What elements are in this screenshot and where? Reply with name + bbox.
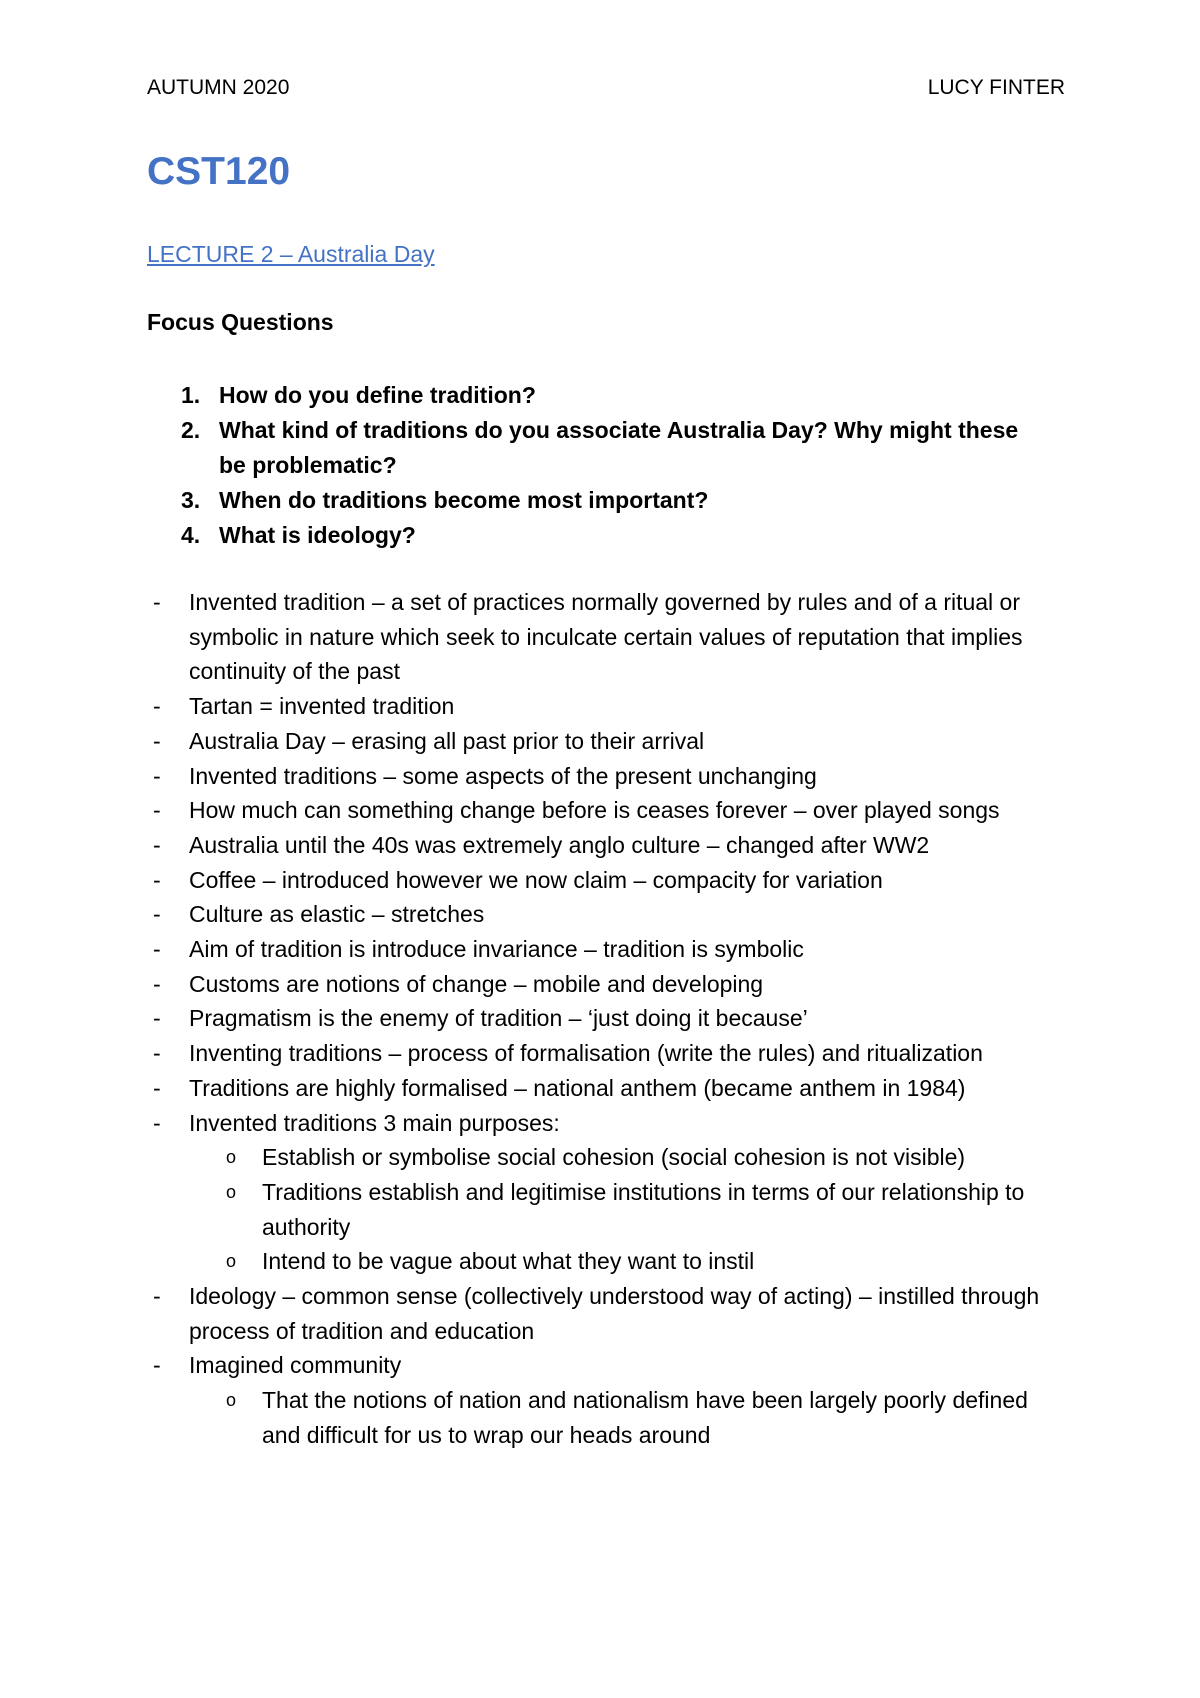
list-item [0, 967, 1200, 1002]
note-text: Traditions establish and legitimise institutions in terms of our relationship to authority [262, 1178, 1025, 1240]
list-item [0, 689, 1200, 724]
question-text: When do traditions become most important? [219, 487, 709, 513]
note-text: Ideology – common sense (collectively understood way of acting) – instilled through process of tradition and education [189, 1283, 1040, 1344]
note-text: Culture as elastic – stretches [189, 901, 485, 928]
list-item [0, 897, 1200, 932]
list-item [0, 1279, 1200, 1348]
bullet-marker: - [153, 797, 161, 824]
note-text: Australia until the 40s was extremely anglo culture – changed after WW2 [189, 831, 930, 858]
list-item [0, 793, 1200, 828]
bullet-marker: - [153, 1352, 161, 1379]
bullet-marker: - [153, 970, 161, 997]
note-text: Intend to be vague about what they want to instil [262, 1248, 755, 1275]
bullet-marker: - [153, 1109, 161, 1136]
list-item [0, 585, 1200, 689]
note-text: Customs are notions of change – mobile and developing [189, 970, 764, 997]
list-item [0, 1106, 1200, 1141]
list-item [0, 518, 1200, 553]
bullet-marker: - [153, 1074, 161, 1101]
lecture-heading: LECTURE 2 – Australia Day [147, 241, 435, 267]
list-item [0, 1140, 1200, 1175]
question-text: What kind of traditions do you associate Australia Day? Why might these be problematic? [219, 417, 1019, 478]
note-text: Aim of tradition is introduce invariance – tradition is symbolic [189, 936, 804, 963]
list-item [0, 378, 1200, 413]
list-item [0, 1244, 1200, 1279]
note-text: Invented traditions – some aspects of the present unchanging [189, 762, 817, 789]
note-text: Traditions are highly formalised – national anthem (became anthem in 1984) [189, 1074, 966, 1101]
question-number: 2. [181, 417, 201, 443]
sub-bullet-marker: o [226, 1251, 237, 1272]
list-item [0, 1071, 1200, 1106]
list-item [0, 828, 1200, 863]
bullet-marker: - [153, 866, 161, 893]
sub-bullet-marker: o [226, 1147, 237, 1168]
bullet-marker: - [153, 831, 161, 858]
list-item [0, 1175, 1200, 1244]
sub-bullet-marker: o [226, 1181, 237, 1202]
bullet-marker: - [153, 1005, 161, 1032]
course-title: CST120 [147, 150, 291, 193]
note-text: How much can something change before is ceases forever – over played songs [189, 797, 1000, 824]
note-text: Tartan = invented tradition [189, 693, 455, 720]
header-term: AUTUMN 2020 [147, 76, 290, 99]
lecture-notes-list [0, 585, 1200, 1453]
bullet-marker: - [153, 693, 161, 720]
sub-bullet-marker: o [226, 1390, 237, 1411]
bullet-marker: - [153, 762, 161, 789]
note-text: Coffee – introduced however we now claim – compacity for variation [189, 866, 883, 893]
list-item [0, 1001, 1200, 1036]
question-text: How do you define tradition? [219, 382, 536, 408]
list-item [0, 1348, 1200, 1383]
question-number: 3. [181, 487, 201, 513]
bullet-marker: - [153, 901, 161, 928]
list-item [0, 413, 1200, 483]
list-item [0, 863, 1200, 898]
header-author: LUCY FINTER [927, 76, 1065, 99]
focus-questions-heading: Focus Questions [147, 309, 334, 335]
list-item [0, 932, 1200, 967]
bullet-marker: - [153, 589, 161, 615]
list-item [0, 1383, 1200, 1452]
bullet-marker: - [153, 1040, 161, 1067]
list-item [0, 759, 1200, 794]
bullet-marker: - [153, 727, 161, 754]
note-text: Pragmatism is the enemy of tradition – ‘just doing it because’ [189, 1005, 808, 1032]
note-text: Invented tradition – a set of practices normally governed by rules and of a ritual or symbolic in nature which seek to inculcate certain values of reputation that implies continuity of the past [189, 589, 1023, 685]
note-text: Australia Day – erasing all past prior to their arrival [189, 727, 705, 754]
note-text: Inventing traditions – process of formalisation (write the rules) and ritualization [189, 1040, 983, 1067]
list-item [0, 483, 1200, 518]
note-text: Invented traditions 3 main purposes: [189, 1109, 560, 1136]
bullet-marker: - [153, 1283, 161, 1310]
note-text: That the notions of nation and nationalism have been largely poorly defined and difficult for us to wrap our heads around [262, 1387, 1028, 1448]
question-number: 4. [181, 522, 201, 548]
list-item [0, 724, 1200, 759]
focus-questions-list [0, 378, 1200, 553]
note-text: Establish or symbolise social cohesion (social cohesion is not visible) [262, 1144, 966, 1171]
note-text: Imagined community [189, 1352, 402, 1379]
question-text: What is ideology? [219, 522, 416, 548]
question-number: 1. [181, 382, 201, 408]
bullet-marker: - [153, 936, 161, 963]
list-item [0, 1036, 1200, 1071]
